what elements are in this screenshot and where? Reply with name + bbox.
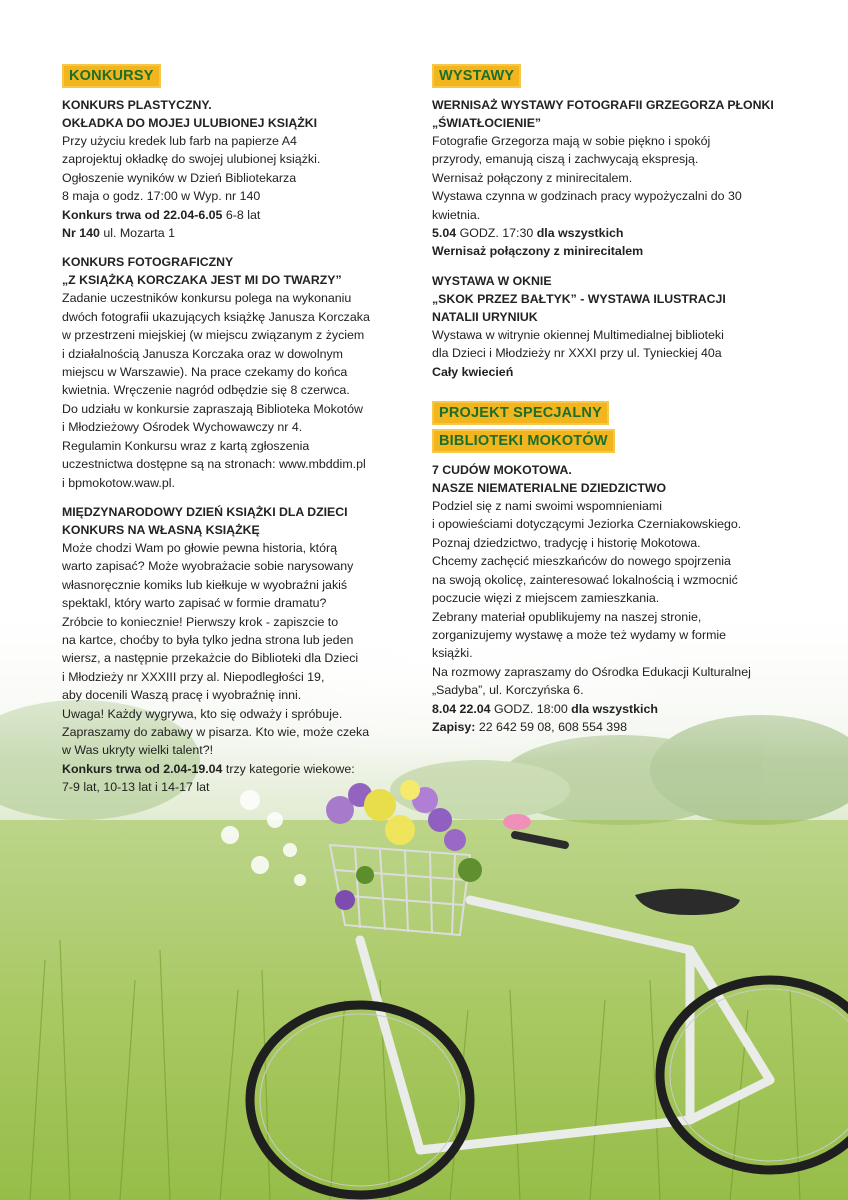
photo-contest [62,253,417,491]
body-line: Uwaga! Każdy wygrywa, kto się odważy i spróbuje. [62,706,343,721]
age-categories: 7-9 lat, 10-13 lat i 14-17 lat [62,780,210,795]
body-line: kwietnia. [432,207,481,222]
title-line: 7 CUDÓW MOKOTOWA. [432,463,572,478]
body-line: przyrody, emanują ciszą i zachwycają ekspresją. [432,152,699,167]
title-line: KONKURS FOTOGRAFICZNY [62,255,234,270]
body-line: Ogłoszenie wyników w Dzień Bibliotekarza [62,170,297,185]
signup-label: Zapisy: [432,719,476,734]
body-line: Poznaj dziedzictwo, tradycję i historię Mokotowa. [432,535,701,550]
photo-exhibition [432,96,792,261]
body-line: w przestrzeni miejskiej (w miejscu związanym z życiem [62,328,365,343]
body-line: uczestnictwa dostępne są na stronach: www.mbddim.pl [62,457,366,472]
body-line: Zróbcie to koniecznie! Pierwszy krok - zapiszcie to [62,614,339,629]
body-line: Do udziału w konkursie zapraszają Biblioteka Mokotów [62,401,363,416]
title-line: KONKURS NA WŁASNĄ KSIĄŻKĘ [62,522,260,537]
body-line: Przy użyciu kredek lub farb na papierze A4 [62,134,297,148]
photo-contest-body [62,289,417,491]
book-day-contest [62,503,417,797]
title-line: KONKURS PLASTYCZNY. [62,98,212,112]
exhibitions-tag: WYSTAWY [432,64,521,88]
seven-wonders-body [432,497,792,736]
body-line: Zebrany materiał opublikujemy na naszej stronie, [432,609,702,624]
title-line: „Z KSIĄŻKĄ KORCZAKA JEST MI DO TWARZY” [62,273,342,288]
branch-number: Nr 140 [62,226,100,241]
body-line: dwóch fotografii ukazujących książkę Janusza Korczaka [62,309,370,324]
audience: dla wszystkich [571,701,658,716]
special-project-tag: PROJEKT SPECJALNY [432,401,609,425]
title-line: WYSTAWA W OKNIE [432,273,552,288]
date-bold: 5.04 [432,226,457,241]
photo-exhibition-date [432,224,792,242]
body-line: Wernisaż połączony z minirecitalem. [432,170,633,185]
dates-bold: 8.04 22.04 [432,701,491,716]
body-line: aby docenili Waszą pracę i wyobraźnię inni. [62,688,302,703]
body-line: Fotografie Grzegorza mają w sobie piękno i spokój [432,134,711,148]
body-line: i opowieściami dotyczącymi Jeziorka Czerniakowskiego. [432,517,742,532]
title-line: NASZE NIEMATERIALNE DZIEDZICTWO [432,481,667,496]
body-line: Podziel się z nami swoimi wspomnieniami [432,499,662,514]
body-line: i bpmokotow.waw.pl. [62,475,175,490]
body-line: na kartce, choćby to była tylko jedna strona lub jeden [62,632,354,647]
body-line: i działalnością Janusza Korczaka oraz w dowolnym [62,346,343,361]
body-line: kwietnia. Wręczenie nagród odbędzie się 8 czerwca. [62,383,350,398]
contests-tag: KONKURSY [62,64,161,88]
body-line: Na rozmowy zapraszamy do Ośrodka Edukacji Kulturalnej [432,664,751,679]
body-line: Zadanie uczestników konkursu polega na wykonaniu [62,291,352,306]
recital-note: Wernisaż połączony z minirecitalem [432,244,644,259]
body-line: na swoją okolicę, zainteresować lokalnością i wzmocnić [432,572,738,587]
body-line: Może chodzi Wam po głowie pewna historia, którą [62,540,338,555]
title-line: OKŁADKA DO MOJEJ ULUBIONEJ KSIĄŻKI [62,116,318,130]
book-day-contest-body [62,539,417,797]
body-line: warto zapisać? Może wyobrażacie sobie narysowany [62,559,354,574]
photo-exhibition-body [432,132,792,261]
body-line: w Was ukryty wielki talent?! [62,743,214,758]
body-line: Chcemy zachęcić mieszkańców do nowego spojrzenia [432,554,731,569]
title-line: „ŚWIATŁOCIENIE” [432,116,542,130]
body-line: poczucie więzi z miejscem zamieszkania. [432,591,660,606]
seven-wonders-title [432,461,792,497]
body-line: własnoręcznie komiks lub kiełkuje w wyobraźni jakiś [62,577,348,592]
body-line: wiersz, a następnie przekażcie do Biblioteki dla Dzieci [62,651,359,666]
contests-column [62,64,417,808]
body-line: „Sadyba”, ul. Korczyńska 6. [432,683,584,698]
seven-wonders-dates [432,700,792,718]
phone-numbers: 22 642 59 08, 608 554 398 [475,719,627,734]
age-range: 6-8 lat [222,207,261,222]
window-exhibition-body [432,326,792,381]
art-contest-location [62,224,417,242]
book-day-contest-dates [62,760,417,778]
body-line: dla Dzieci i Młodzieży nr XXXI przy ul. Tynieckiej 40a [432,346,722,361]
address: ul. Mozarta 1 [99,226,175,241]
dates-bold: Konkurs trwa od 22.04-6.05 [62,207,223,222]
dates-bold: Konkurs trwa od 2.04-19.04 [62,761,223,776]
body-line: miejscu w Warszawie). Na prace czekamy do końca [62,365,348,380]
title-line: WERNISAŻ WYSTAWY FOTOGRAFII GRZEGORZA PŁONKI [432,98,774,112]
signup-line [432,718,792,736]
art-contest-body [62,132,417,242]
body-line: książki. [432,646,473,661]
special-project-tags [432,401,792,453]
body-line: 8 maja o godz. 17:00 w Wyp. nr 140 [62,189,261,204]
time: GODZ. 18:00 [490,701,572,716]
body-line: zorganizujemy wystawę a może też wydamy w formie [432,627,727,642]
body-line: Wystawa czynna w godzinach pracy wypożyczalni do 30 [432,189,742,204]
art-contest [62,96,417,242]
body-line: i Młodzieżowy Ośrodek Wychowawczy nr 4. [62,420,303,435]
art-contest-title [62,96,417,132]
body-line: zaprojektuj okładkę do swojej ulubionej książki. [62,152,321,167]
body-line: spektakl, który warto zapisać w formie dramatu? [62,596,327,611]
body-line: Regulamin Konkursu wraz z kartą zgłoszenia [62,438,310,453]
categories-note: trzy kategorie wiekowe: [222,761,355,776]
photo-exhibition-title [432,96,792,132]
window-exhibition [432,272,792,381]
libraries-mokotow-tag: BIBLIOTEKI MOKOTÓW [432,429,615,453]
title-line: MIĘDZYNARODOWY DZIEŃ KSIĄŻKI DLA DZIECI [62,504,348,519]
exhibitions-column [432,64,792,747]
photo-contest-title [62,253,417,289]
body-line: Wystawa w witrynie okiennej Multimedialnej biblioteki [432,327,724,342]
exhibition-period: Cały kwiecień [432,364,514,379]
body-line: Zapraszamy do zabawy w pisarza. Kto wie, może czeka [62,724,370,739]
title-line: NATALII URYNIUK [432,309,538,324]
audience: dla wszystkich [536,226,624,241]
art-contest-dates [62,206,417,224]
body-line: i Młodzieży nr XXXIII przy al. Niepodległości 19, [62,669,325,684]
title-line: „SKOK PRZEZ BAŁTYK” - WYSTAWA ILUSTRACJI [432,291,726,306]
book-day-contest-title [62,503,417,539]
window-exhibition-title [432,272,792,326]
seven-wonders-project [432,461,792,736]
time: GODZ. 17:30 [456,226,537,241]
